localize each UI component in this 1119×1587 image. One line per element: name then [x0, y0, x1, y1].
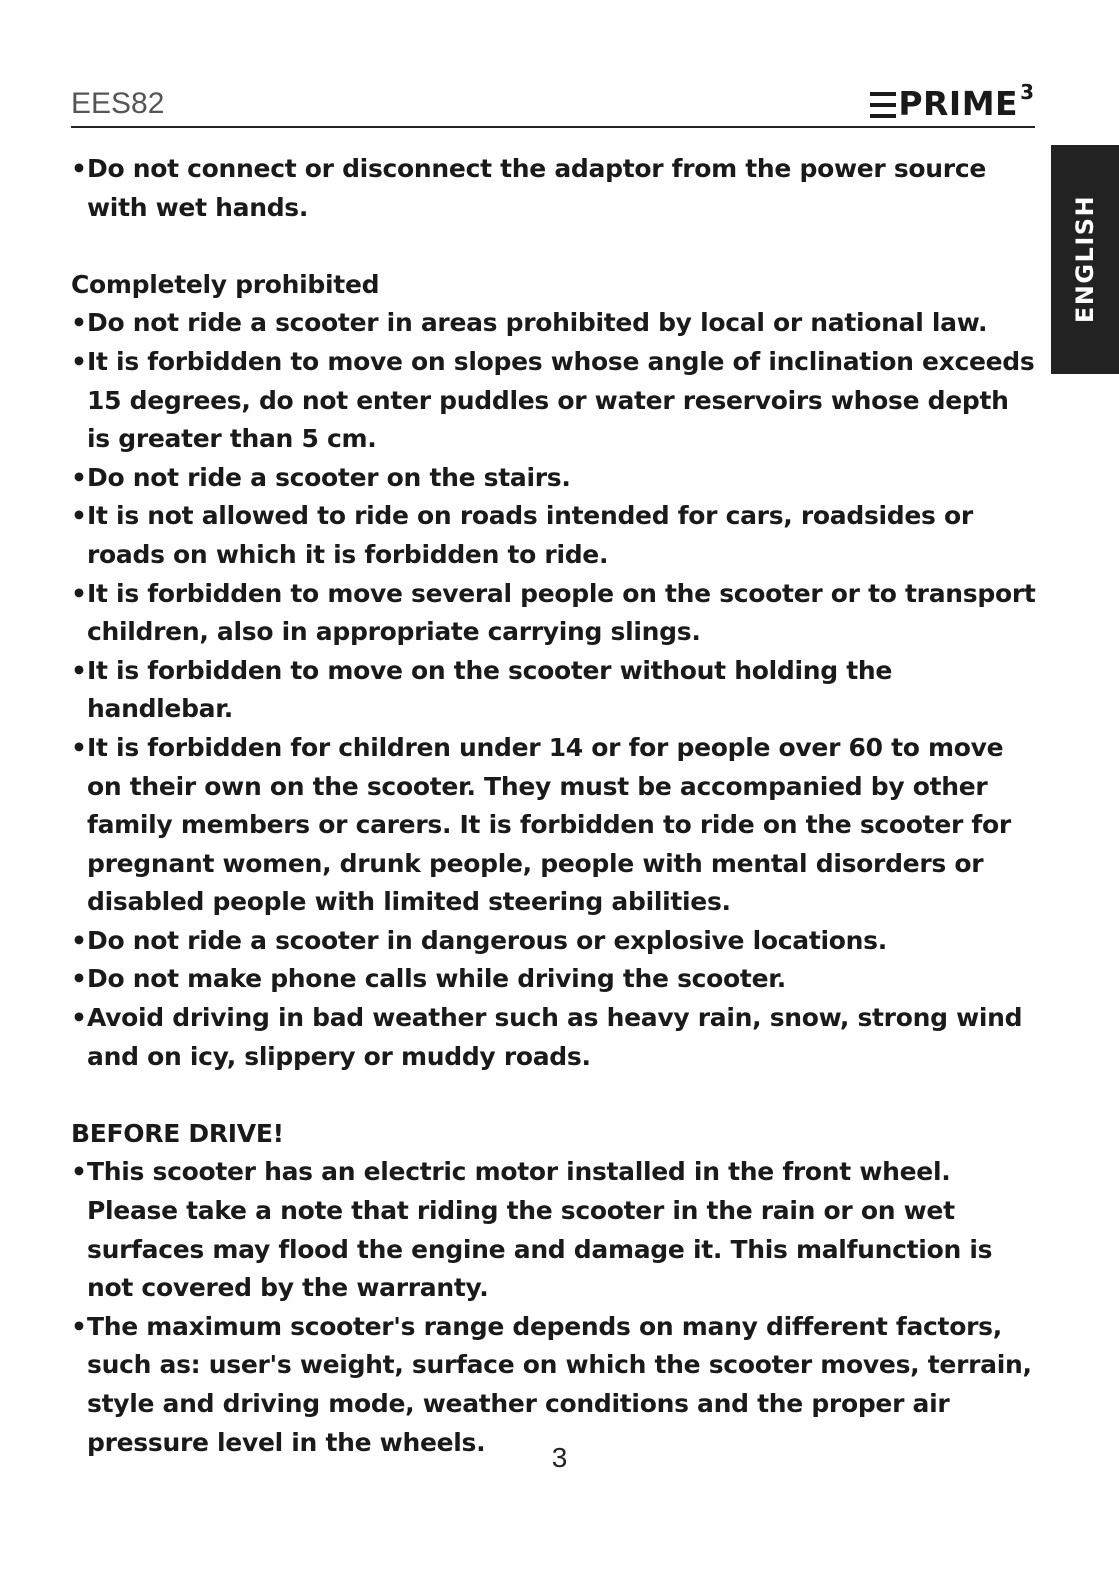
brand-logo	[870, 80, 1034, 124]
list-item: • Do not make phone calls while driving the scooter.	[71, 960, 1037, 999]
list-item: • Do not ride a scooter on the stairs.	[71, 459, 1037, 498]
list-item: • It is forbidden to move several people on the scooter or to transport children, also in appropriate carrying slings.	[71, 575, 1037, 652]
before-drive-list	[71, 1153, 1037, 1462]
section-heading-before-drive: BEFORE DRIVE!	[71, 1118, 284, 1148]
list-item: • Do not ride a scooter in dangerous or explosive locations.	[71, 922, 1037, 961]
list-item: • Do not connect or disconnect the adaptor from the power source with wet hands.	[71, 150, 1037, 227]
list-item: • It is not allowed to ride on roads intended for cars, roadsides or roads on which it is forbidden to ride.	[71, 497, 1037, 574]
page-number: 3	[551, 1442, 568, 1473]
section-heading-prohibited: Completely prohibited	[71, 269, 380, 299]
prohibited-list	[71, 304, 1037, 1076]
language-tab	[1051, 145, 1119, 374]
logo-lines-icon	[870, 92, 896, 118]
list-item: • The maximum scooter's range depends on many different factors, such as: user's weight, surface on which the scooter moves, terrain, style and driving mode, weather conditions and the proper air pressure level in the wheels.	[71, 1308, 1037, 1462]
list-item: • This scooter has an electric motor installed in the front wheel. Please take a note that riding the scooter in the rain or on wet surfaces may flood the engine and damage it. This malfunction is not covered by the warranty.	[71, 1153, 1037, 1307]
list-item: • Avoid driving in bad weather such as heavy rain, snow, strong wind and on icy, slippery or muddy roads.	[71, 999, 1037, 1076]
language-tab-label: ENGLISH	[1071, 194, 1099, 324]
header-rule	[71, 126, 1035, 128]
page-header	[71, 80, 1034, 126]
content	[71, 150, 1037, 1462]
brand-name: PRIME	[898, 84, 1019, 123]
list-item: • Do not ride a scooter in areas prohibited by local or national law.	[71, 304, 1037, 343]
brand-superscript: 3	[1020, 80, 1034, 104]
intro-list	[71, 150, 1037, 227]
list-item: • It is forbidden to move on slopes whose angle of inclination exceeds 15 degrees, do not enter puddles or water reservoirs whose depth is greater than 5 cm.	[71, 343, 1037, 459]
list-item: • It is forbidden to move on the scooter without holding the handlebar.	[71, 652, 1037, 729]
list-item: • It is forbidden for children under 14 or for people over 60 to move on their own on the scooter. They must be accompanied by other family members or carers. It is forbidden to ride on the scooter for pregnant women, drunk people, people with mental disorders or disabled people with limited steering abilities.	[71, 729, 1037, 922]
model-number: EES82	[71, 87, 165, 120]
